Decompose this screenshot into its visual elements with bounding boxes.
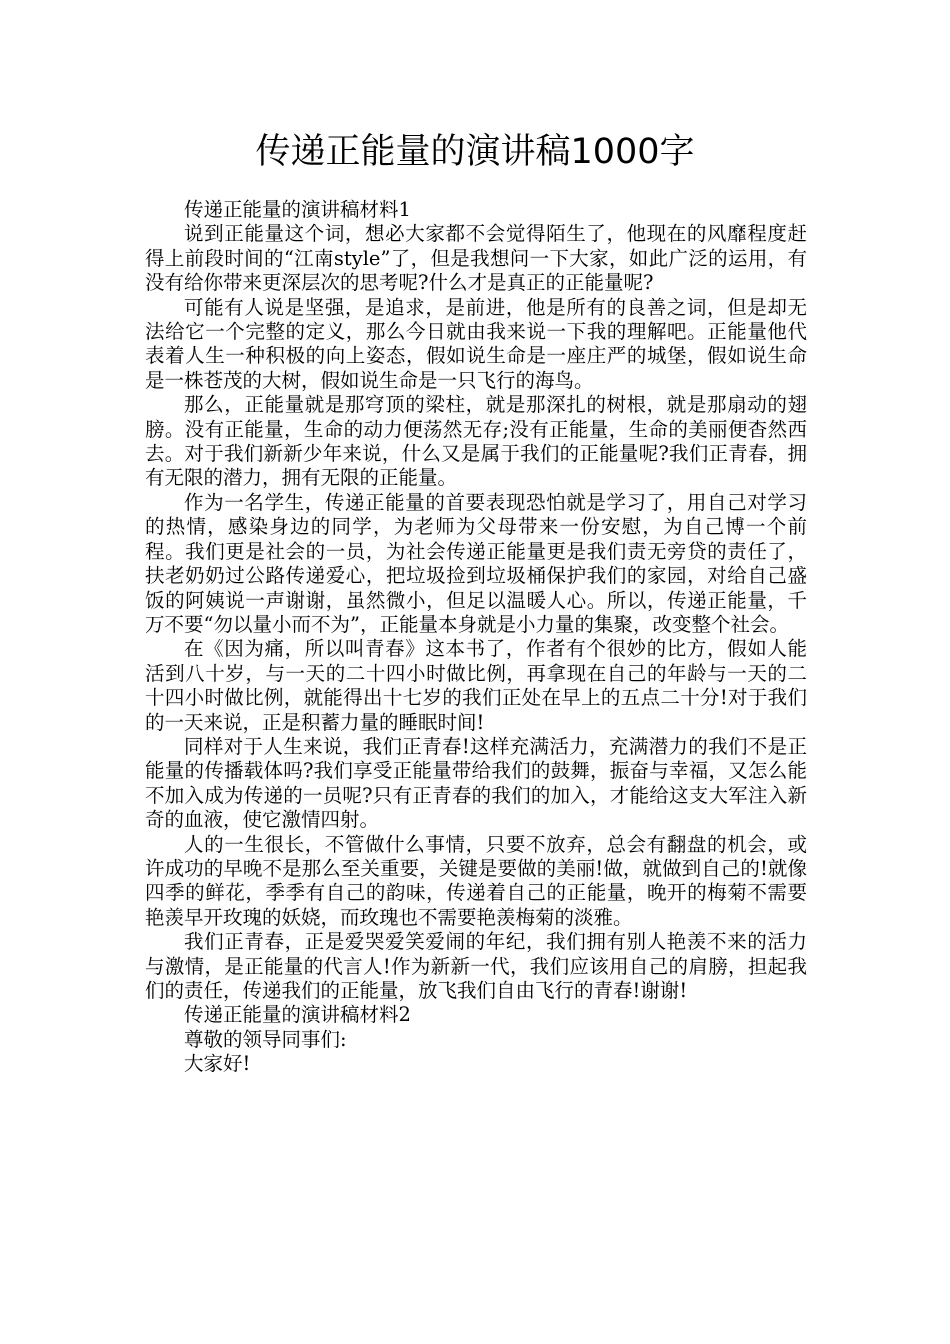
document-title: 传递正能量的演讲稿1000字 [255,132,695,172]
paragraph-greeting: 大家好! [184,1052,251,1076]
paragraph: 说到正能量这个词，想必大家都不会觉得陌生了，他现在的风靡程度赶得上前段时间的“江南style”了，但是我想问一下大家，如此广泛的运用，有没有给你带来更深层次的思考呢?什么才是真正的正能量呢? [145,222,807,295]
paragraph: 我们正青春，正是爱哭爱笑爱闹的年纪，我们拥有别人艳羡不来的活力与激情，是正能量的代言人!作为新新一代，我们应该用自己的肩膀，担起我们的责任，传递我们的正能量，放飞我们自由飞行的青春!谢谢! [145,930,807,1002]
paragraph: 人的一生很长，不管做什么事情，只要不放弃，总会有翻盘的机会，或许成功的早晚不是那么至关重要，关键是要做的美丽!做，就做到自己的!就像四季的鲜花，季季有自己的韵味，传递着自己的正能量，晚开的梅菊不需要艳羡早开玫瑰的妖娆，而玫瑰也不需要艳羡梅菊的淡雅。 [145,832,807,929]
paragraph-salutation: 尊敬的领导同事们: [184,1027,347,1051]
paragraph: 那么，正能量就是那穹顶的梁柱，就是那深扎的树根，就是那扇动的翅膀。没有正能量，生命的动力便荡然无存;没有正能量，生命的美丽便杳然西去。对于我们新新少年来说，什么又是属于我们的正能量呢?我们正青春，拥有无限的潜力，拥有无限的正能量。 [145,393,807,490]
paragraph-section-heading-2: 传递正能量的演讲稿材料2 [184,1003,411,1027]
document-body [145,198,807,1077]
paragraph: 作为一名学生，传递正能量的首要表现恐怕就是学习了，用自己对学习的热情，感染身边的同学，为老师为父母带来一份安慰，为自己博一个前程。我们更是社会的一员，为社会传递正能量更是我们责无旁贷的责任了，扶老奶奶过公路传递爱心，把垃圾捡到垃圾桶保护我们的家园，对给自己盛饭的阿姨说一声谢谢，虽然微小，但足以温暖人心。所以，传递正能量，千万不要“勿以量小而不为”，正能量本身就是小力量的集聚，改变整个社会。 [145,490,807,636]
paragraph: 可能有人说是坚强，是追求，是前进，他是所有的良善之词，但是却无法给它一个完整的定义，那么今日就由我来说一下我的理解吧。正能量他代表着人生一种积极的向上姿态，假如说生命是一座庄严的城堡，假如说生命是一株苍茂的大树，假如说生命是一只飞行的海鸟。 [145,295,807,392]
paragraph-section-heading-1: 传递正能量的演讲稿材料1 [184,198,411,221]
paragraph: 同样对于人生来说，我们正青春!这样充满活力，充满潜力的我们不是正能量的传播载体吗?我们享受正能量带给我们的鼓舞，振奋与幸福，又怎么能不加入成为传递的一员呢?只有正青春的我们的加入，才能给这支大军注入新奇的血液，使它激情四射。 [145,734,807,832]
paragraph: 在《因为痛，所以叫青春》这本书了，作者有个很妙的比方，假如人能活到八十岁，与一天的二十四小时做比例，再拿现在自己的年龄与一天的二十四小时做比例，就能得出十七岁的我们正处在早上的五点二十分!对于我们的一天来说，正是积蓄力量的睡眠时间! [145,637,807,734]
